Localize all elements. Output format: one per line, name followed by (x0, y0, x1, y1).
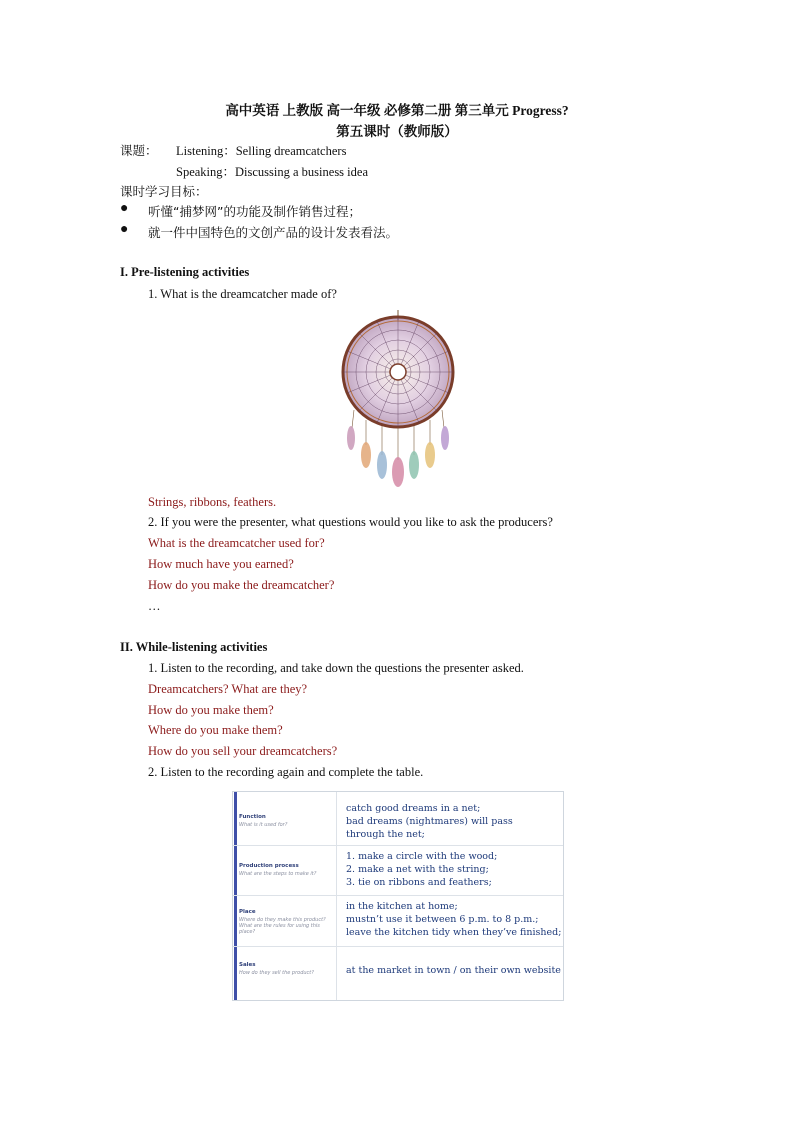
table-row (233, 845, 563, 896)
topic-speaking: Speaking：Discussing a business idea (176, 165, 368, 179)
table-row (233, 946, 563, 998)
ellipsis: … (148, 599, 161, 613)
row-sublabel: What is it used for? (239, 822, 288, 828)
value-line: in the kitchen at home; (346, 901, 458, 912)
value-line: 2. make a net with the string; (346, 864, 489, 875)
section1-answer1: Strings, ribbons, feathers. (148, 495, 277, 509)
row-value (346, 900, 561, 939)
value-line: 3. tie on ribbons and feathers; (346, 877, 492, 888)
value-line: bad dreams (nightmares) will pass (346, 816, 513, 827)
value-line: at the market in town / on their own website (346, 965, 561, 976)
value-line: mustn’t use it between 6 p.m. to 8 p.m.; (346, 914, 539, 925)
bullet-icon: ● (120, 222, 129, 237)
objectives-label: 课时学习目标： (120, 184, 208, 199)
section2-q2: 2. Listen to the recording again and complete the table. (148, 765, 424, 779)
doc-title-line2: 第五课时（教师版） (336, 124, 458, 139)
topic-label: 课题： (120, 143, 158, 158)
value-line: 1. make a circle with the wood; (346, 851, 498, 862)
row-value (346, 802, 513, 841)
dreamcatcher-image (336, 310, 460, 488)
row-sublabel: Where do they make this product? What are the rules for using this place? (239, 917, 326, 935)
section1-q1: 1. What is the dreamcatcher made of? (148, 287, 337, 301)
section1-q2: 2. If you were the presenter, what questions would you like to ask the producers? (148, 515, 553, 529)
section2-heading: II. While-listening activities (120, 640, 268, 654)
row-label: Sales (239, 962, 256, 968)
table-row (233, 792, 563, 846)
row-label: Place (239, 909, 256, 915)
section2-answer1: Dreamcatchers? What are they? (148, 682, 308, 696)
row-value (346, 964, 561, 977)
section1-heading: I. Pre-listening activities (120, 265, 250, 279)
value-line: leave the kitchen tidy when they’ve finished; (346, 927, 562, 938)
section2-answer1: How do you sell your dreamcatchers? (148, 744, 338, 758)
row-sublabel: How do they sell the product? (239, 970, 314, 976)
bullet-icon: ● (120, 201, 129, 216)
answer-table (232, 791, 564, 1001)
doc-title-line1: 高中英语 上教版 高一年级 必修第二册 第三单元 Progress? (225, 103, 569, 118)
objective-item: 听懂“捕梦网”的功能及制作销售过程； (148, 204, 361, 219)
value-line: catch good dreams in a net; (346, 803, 481, 814)
row-sublabel: What are the steps to make it? (239, 871, 317, 877)
section2-answer1: How do you make them? (148, 703, 274, 717)
section2-q1: 1. Listen to the recording, and take down the questions the presenter asked. (148, 661, 524, 675)
row-value (346, 850, 497, 889)
section2-answer1: Where do you make them? (148, 723, 283, 737)
topic-listening: Listening：Selling dreamcatchers (176, 144, 347, 158)
row-label: Function (239, 814, 266, 820)
value-line: through the net; (346, 829, 425, 840)
section1-answer2: What is the dreamcatcher used for? (148, 536, 325, 550)
section1-answer2: How much have you earned? (148, 557, 294, 571)
objective-item: 就一件中国特色的文创产品的设计发表看法。 (148, 225, 399, 240)
row-label: Production process (239, 863, 299, 869)
table-row (233, 895, 563, 947)
section1-answer2: How do you make the dreamcatcher? (148, 578, 335, 592)
